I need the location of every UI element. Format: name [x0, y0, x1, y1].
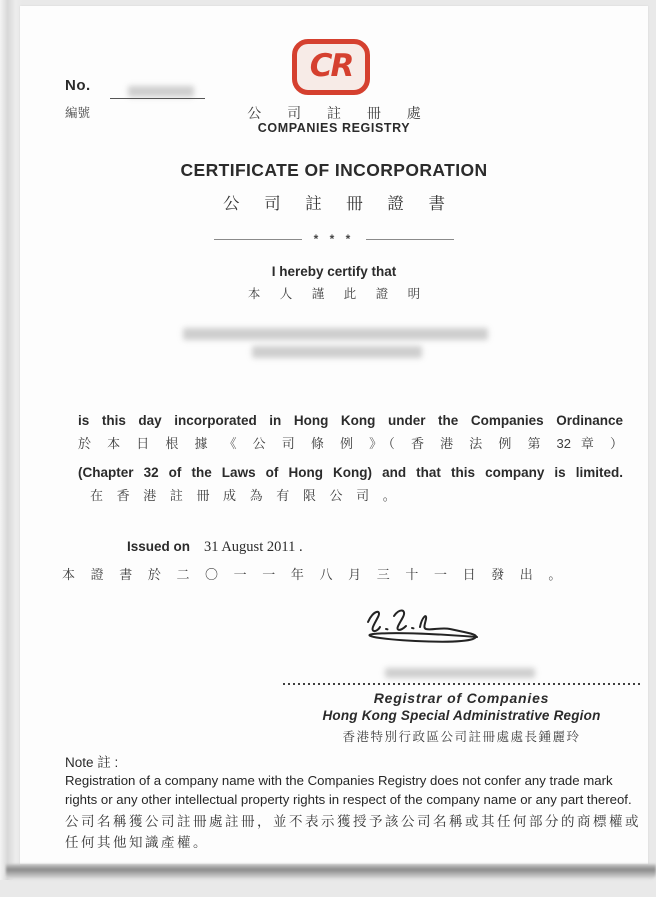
- registrar-title-chinese: 香港特別行政區公司註冊處處長鍾麗玲: [342, 730, 581, 744]
- body-line2-english: (Chapter 32 of the Laws of Hong Kong) and that this company is limited.: [78, 465, 623, 480]
- issued-on-label: Issued on: [127, 539, 191, 554]
- note-text-english: Registration of a company name with the Companies Registry does not confer any trade mark rights or any other intellectual property rights in respect of the company name or any part thereof.: [65, 773, 632, 807]
- title-divider: [20, 232, 648, 246]
- registry-name-english: COMPANIES REGISTRY: [257, 121, 411, 135]
- divider-stars: * * *: [313, 232, 355, 246]
- redacted-company-name-chinese: [252, 346, 422, 358]
- registrar-title-line1: Registrar of Companies: [373, 690, 550, 706]
- note-section: [65, 772, 643, 853]
- redacted-registrar-name: [385, 668, 535, 678]
- body-line1-chinese: 於 本 日 根 據 《 公 司 條 例 》（ 香 港 法 例 第 32 章 ）: [78, 436, 623, 451]
- registrar-signature: [346, 604, 496, 656]
- certificate-number-label-zh: 編號: [65, 106, 91, 120]
- redacted-company-name-english: [183, 328, 488, 340]
- issued-on-line-chinese: 本 證 書 於 二 〇 一 一 年 八 月 三 十 一 日 發 出 。: [62, 567, 568, 582]
- certificate-title-chinese: 公 司 註 冊 證 書: [223, 195, 455, 213]
- certify-statement-chinese: 本 人 謹 此 證 明: [247, 287, 429, 301]
- body-line1-english: is this day incorporated in Hong Kong under the Companies Ordinance: [78, 413, 623, 428]
- body-line2-chinese: 在 香 港 註 冊 成 為 有 限 公 司 。: [90, 488, 401, 503]
- registrar-title-line2: Hong Kong Special Administrative Region: [322, 708, 601, 723]
- certificate-page: [20, 6, 648, 864]
- page-bottom-shadow: [6, 864, 656, 880]
- certificate-number-line: [110, 98, 205, 99]
- divider-line-left: [214, 239, 302, 240]
- issued-date-value: 31 August 2011 .: [204, 539, 303, 555]
- certify-statement-english: I hereby certify that: [271, 264, 397, 279]
- cr-logo-text: CR: [309, 48, 353, 84]
- issued-on-line: [127, 539, 303, 556]
- certificate-title-english: CERTIFICATE OF INCORPORATION: [180, 160, 488, 180]
- paper-edge-shadow: [0, 0, 22, 880]
- incorporation-statement: [78, 412, 623, 504]
- divider-line-right: [366, 239, 454, 240]
- certificate-number-label-en: No.: [65, 77, 91, 94]
- note-text-chinese: 公司名稱獲公司註冊處註冊，並不表示獲授予該公司名稱或其任何部分的商標權或任何其他知識產權。: [65, 814, 641, 850]
- companies-registry-logo: [292, 39, 370, 95]
- registry-name-chinese: 公 司 註 冊 處: [247, 105, 432, 121]
- signature-dotted-line: [283, 683, 640, 685]
- note-label: Note 註 :: [65, 755, 119, 770]
- redacted-certificate-number: [128, 86, 194, 97]
